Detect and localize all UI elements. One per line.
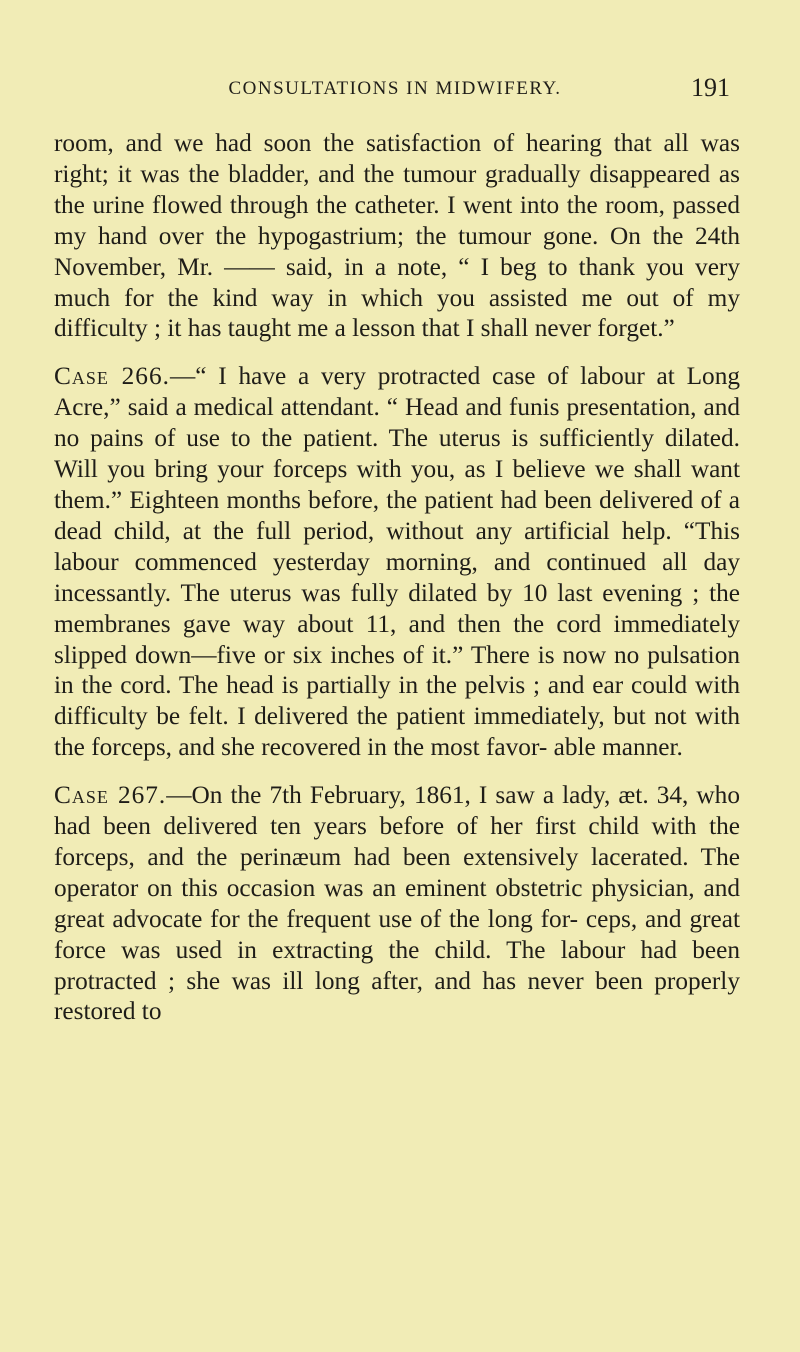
paragraph-text: —On the 7th February, 1861, I saw a lady, æt. 34, who had been delivered ten years before of her first child with the forceps, and the perinæum had been extensively lacerated. The operator on this occasion was an eminent obstetric physician, and great advocate for the frequent use of the long for- ceps, and great force was used in extracting the child. The labour had been protracted ; she was ill long after, and has never been properly restored to <box>54 781 740 1026</box>
paragraph-continuation <box>54 128 740 344</box>
page-number: 191 <box>691 73 730 102</box>
case-label: Case 267. <box>54 781 167 810</box>
paragraph-text: room, and we had soon the satisfaction of hearing that all was right; it was the bladder, and the tumour gradually disappeared as the urine flowed through the catheter. I went into the room, passed my hand over the hypogastrium; the tumour gone. On the 24th November, Mr. —— said, in a note, “ I beg to thank you very much for the kind way in which you assisted me out of my difficulty ; it has taught me a lesson that I shall never forget.” <box>54 129 740 343</box>
running-title: CONSULTATIONS IN MIDWIFERY. <box>228 78 562 99</box>
case-label: Case 266. <box>54 362 170 391</box>
running-head <box>140 78 650 108</box>
paragraph-case-267 <box>54 780 740 1027</box>
body-text <box>54 128 740 1044</box>
paragraph-text: —“ I have a very protracted case of labour at Long Acre,” said a medical attendant. “ Head and funis presentation, and no pains of use to the patient. The uterus is sufficiently dilated. Will you bring your forceps with you, as I believe we shall want them.” Eighteen months before, the patient had been delivered of a dead child, at the full period, without any artificial help. “This labour commenced yesterday morning, and continued all day incessantly. The uterus was fully dilated by 10 last evening ; the membranes gave way about 11, and then the cord immediately slipped down—five or six inches of it.” There is now no pulsation in the cord. The head is partially in the pelvis ; and ear could with difficulty be felt. I delivered the patient immediately, but not with the forceps, and she recovered in the most favor- able manner. <box>54 362 740 762</box>
paragraph-case-266 <box>54 361 740 763</box>
